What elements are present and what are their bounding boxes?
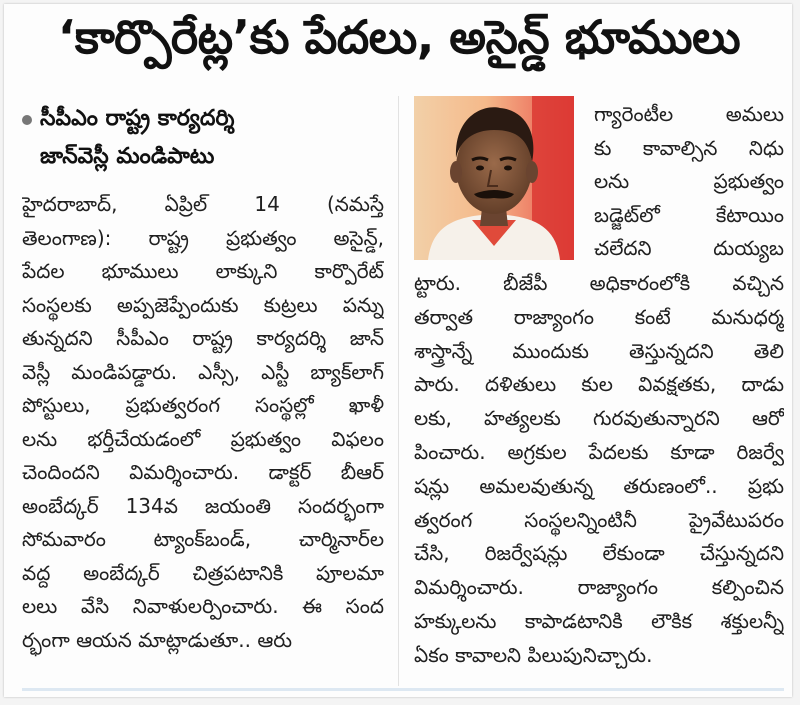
headline: ‘కార్పొరేట్ల’కు పేదలు, అసైన్డ్ భూములు xyxy=(57,10,741,64)
text-line: గ్యారెంటీల అమలు xyxy=(594,102,784,126)
text-line: పారు. దళితులు కుల వివక్షతకు, దాడు xyxy=(414,372,784,397)
subheading-line: సీపీఎం రాష్ట్ర కార్యదర్శి xyxy=(40,106,235,131)
text-line: షన్లు అమలవుతున్న తరుణంలో.. ప్రభు xyxy=(414,473,784,498)
text-line: పేదల భూములు లాక్కుని కార్పొరేట్ xyxy=(22,259,384,283)
portrait-photo xyxy=(414,96,574,260)
text-line: కు కావాల్సిన నిధు xyxy=(594,135,784,160)
text-line: ర్భంగా ఆయన మాట్లాడుతూ.. ఆరు xyxy=(22,627,293,652)
right-bottom-text xyxy=(414,267,784,673)
text-line: హైదరాబాద్, ఏప్రిల్ 14 (నమస్తే xyxy=(22,192,384,216)
column-divider xyxy=(398,96,399,686)
text-line: హక్కులను కాపాడటానికి లౌకిక శక్తులన్నీ xyxy=(414,608,784,633)
text-line: చలేదని దుయ్యబ xyxy=(594,236,784,260)
portrait-image xyxy=(414,96,574,260)
text-line: వద్ద అంబేద్కర్ చిత్రపటానికి పూలమా xyxy=(22,560,384,585)
text-line: శాస్త్రాన్నే ముందుకు తెస్తున్నదని తెలి xyxy=(414,338,784,363)
text-line: సంస్థలకు అప్పజెప్పేందుకు కుట్రలు పన్ను xyxy=(22,292,384,317)
text-line: ట్టారు. బీజేపీ అధికారంలోకి వచ్చిన xyxy=(414,271,784,295)
left-body-text xyxy=(22,188,384,657)
bullet-icon xyxy=(22,115,32,125)
text-line: లను ప్రభుత్వం xyxy=(594,169,784,193)
left-column xyxy=(22,100,384,657)
text-line: సోమవారం ట్యాంక్‌బండ్, చార్మినార్‌ల xyxy=(22,527,384,551)
text-line: లను భర్తీచేయడంలో ప్రభుత్వం విఫలం xyxy=(22,426,384,451)
text-line: లకు, హత్యలకు గురవుతున్నారని ఆరో xyxy=(414,406,784,431)
text-line: పించారు. అగ్రకుల పేదలకు కూడా రిజర్వే xyxy=(414,439,784,464)
text-line: బడ్జెట్‌లో కేటాయిం xyxy=(594,202,784,227)
text-line: తెలంగాణ): రాష్ట్ర ప్రభుత్వం అసైన్డ్, xyxy=(22,225,384,250)
text-line: వెస్లీ మండిపడ్డారు. ఎస్సీ, ఎస్టీ బ్యాక్‌లాగ్ xyxy=(22,359,384,384)
text-line: లలు వేసి నివాళులర్పించారు. ఈ సంద xyxy=(22,594,384,618)
text-line: పోస్టులు, ప్రభుత్వరంగ సంస్థల్లో ఖాళీ xyxy=(22,393,384,417)
text-line: అంబేద్కర్ 134వ జయంతి సందర్భంగా xyxy=(22,493,384,518)
text-line: తర్వాత రాజ్యాంగం కంటే మనుధర్మ xyxy=(414,304,784,329)
subheading-line: జాన్‌వెస్లీ మండిపాటు xyxy=(40,144,215,169)
right-top-text xyxy=(594,98,784,266)
text-line: తున్నదని సీపీఎం రాష్ట్ర కార్యదర్శి జాన్ xyxy=(22,326,384,350)
text-line: విమర్శించారు. రాజ్యాంగం కల్పించిన xyxy=(414,575,784,600)
text-line: త్వరంగ సంస్థలన్నింటినీ ప్రైవేటుపరం xyxy=(414,507,784,532)
text-line: చేసి, రిజర్వేషన్లు లేకుండా చేస్తున్నదని xyxy=(414,541,784,566)
text-line: ఏకం కావాలని పిలుపునిచ్చారు. xyxy=(414,642,653,667)
text-line: చెందిందని విమర్శించారు. డాక్టర్ బీఆర్ xyxy=(22,460,384,484)
bottom-rule xyxy=(22,688,784,691)
subheading xyxy=(22,100,384,176)
